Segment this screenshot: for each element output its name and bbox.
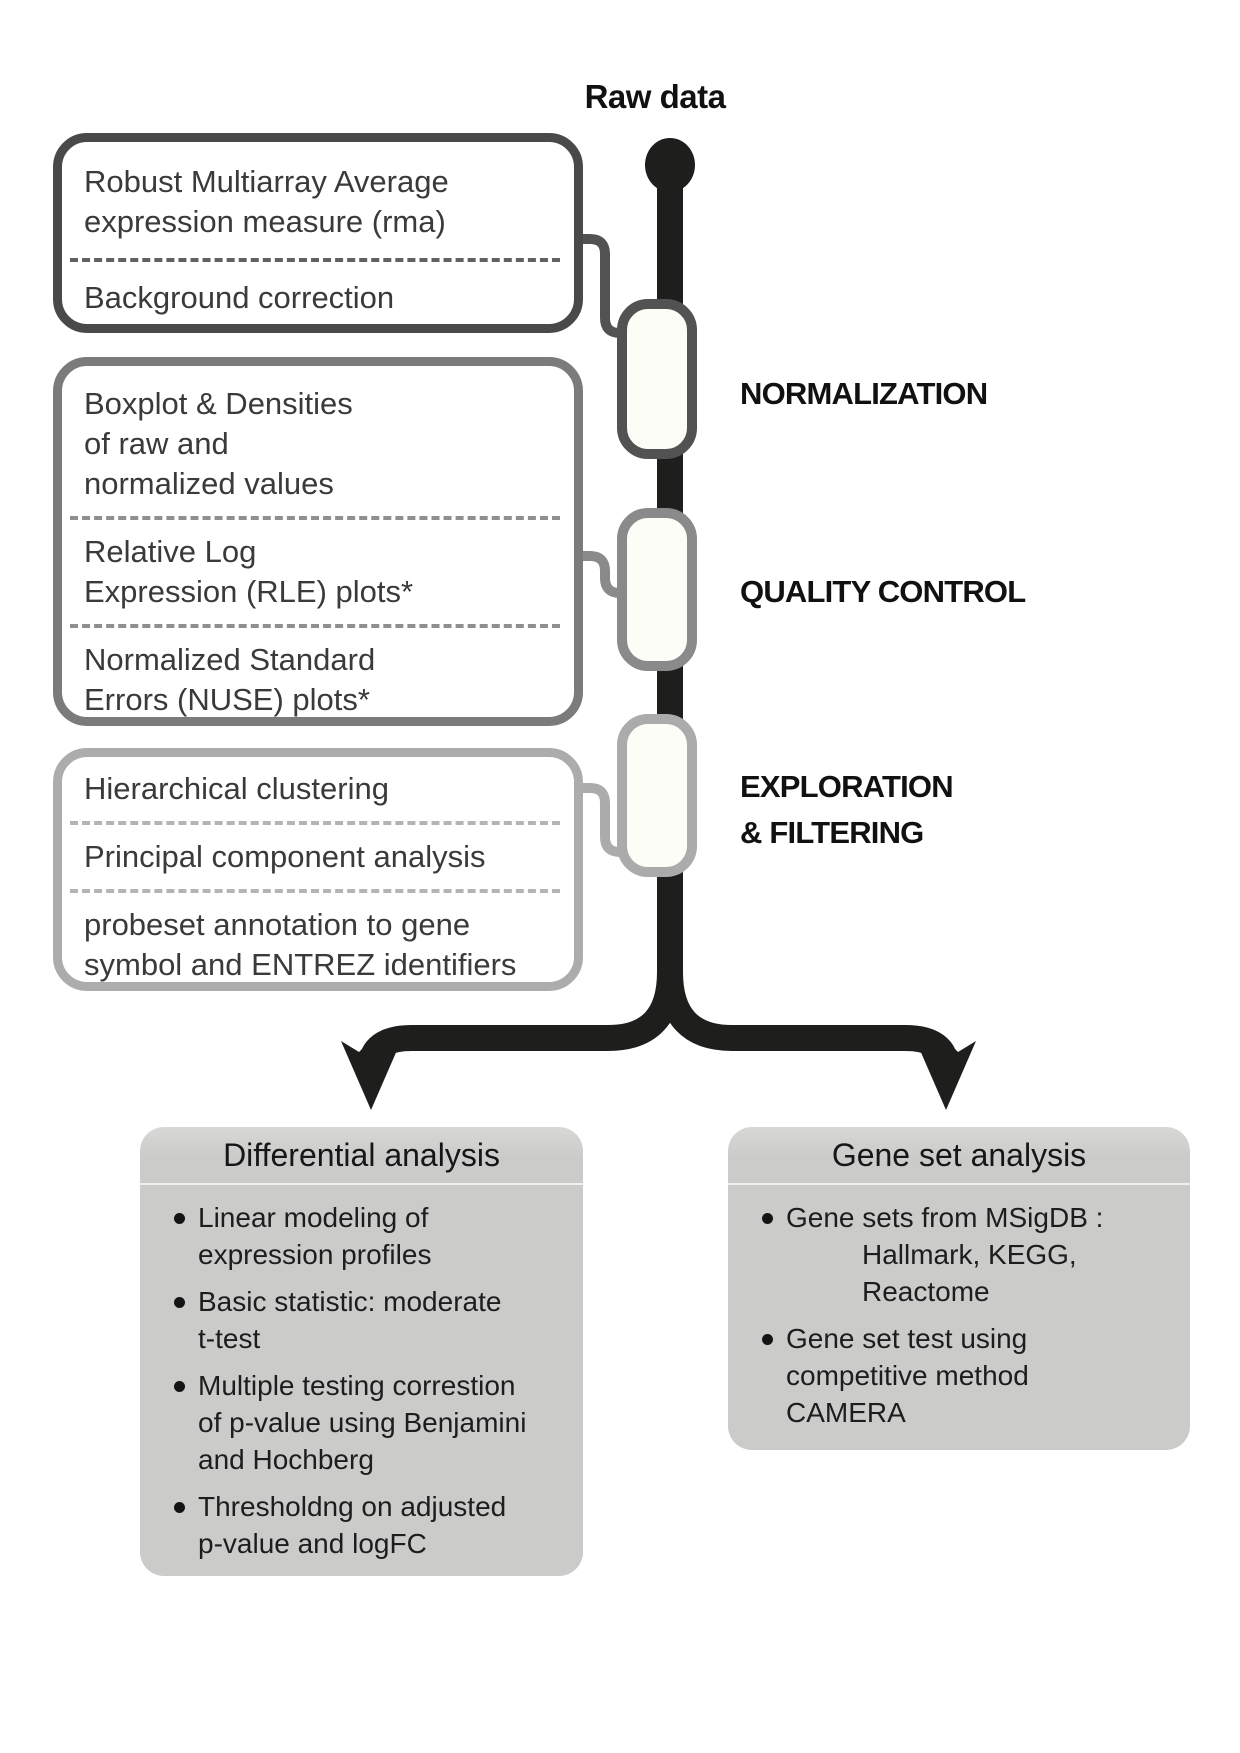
step-background-correction — [62, 278, 574, 318]
bullet-line: and Hochberg — [198, 1444, 374, 1475]
arrowhead-left-icon — [341, 1040, 401, 1110]
gene-set-analysis-panel — [728, 1127, 1190, 1450]
bullet-line: expression profiles — [198, 1239, 432, 1270]
normalization-pill — [622, 304, 692, 454]
bullet-line: Reactome — [862, 1276, 990, 1307]
raw-data-dot — [645, 138, 695, 192]
bullet-line: Basic statistic: moderate — [198, 1286, 502, 1317]
dashed-divider — [70, 516, 560, 520]
bullet-line: of p-value using Benjamini — [198, 1407, 527, 1438]
bullet-line: Linear modeling of — [198, 1202, 429, 1233]
bullet-dot-icon — [762, 1213, 773, 1224]
bullet-line: competitive method — [786, 1360, 1029, 1391]
step-line: Errors (NUSE) plots* — [84, 682, 370, 717]
bullet-dot-icon — [174, 1502, 185, 1513]
box-normalization-steps — [53, 133, 583, 333]
bullet-dot-icon — [174, 1381, 185, 1392]
stage-label-exploration-line2: & FILTERING — [740, 815, 924, 850]
bullet-dot-icon — [762, 1334, 773, 1345]
step-line: of raw and — [84, 426, 229, 461]
panel-title: Gene set analysis — [831, 1136, 1087, 1173]
panel-body — [728, 1185, 1190, 1431]
panel-title: Differential analysis — [223, 1136, 500, 1173]
stage-label-normalization: NORMALIZATION — [740, 376, 988, 411]
step-line: symbol and ENTREZ identifiers — [84, 947, 517, 982]
dashed-divider — [70, 821, 560, 825]
bullet-dot-icon — [174, 1297, 185, 1308]
list-item — [174, 1488, 567, 1562]
stage-label-quality-control: QUALITY CONTROL — [740, 574, 1026, 609]
bullet-line: t-test — [198, 1323, 261, 1354]
step-rma — [62, 162, 574, 242]
box-quality-control-steps — [53, 357, 583, 726]
bullet-line: CAMERA — [786, 1397, 906, 1428]
step-boxplot-densities — [62, 384, 574, 504]
step-line: Robust Multiarray Average — [84, 164, 449, 199]
step-line: normalized values — [84, 466, 334, 501]
bullet-line: Hallmark, KEGG, — [862, 1239, 1077, 1270]
stage-label-exploration-line1: EXPLORATION — [740, 769, 953, 804]
bullet-line: p-value and logFC — [198, 1528, 427, 1559]
step-rle-plots — [62, 532, 574, 612]
quality-control-pill — [622, 513, 692, 666]
branch-right — [670, 972, 946, 1068]
step-nuse-plots — [62, 640, 574, 720]
list-item — [174, 1283, 567, 1357]
list-item — [174, 1199, 567, 1273]
step-line: probeset annotation to gene — [84, 907, 471, 942]
box-exploration-steps — [53, 748, 583, 991]
step-line: Background correction — [84, 280, 395, 315]
dashed-divider — [70, 624, 560, 628]
step-pca — [62, 837, 574, 877]
step-hierarchical-clustering — [62, 769, 574, 809]
step-line: Normalized Standard — [84, 642, 376, 677]
bullet-line: Gene set test using — [786, 1323, 1028, 1354]
panel-body — [140, 1185, 583, 1562]
arrowhead-right-icon — [916, 1040, 976, 1110]
differential-analysis-panel — [140, 1127, 583, 1576]
bullet-line: Gene sets from MSigDB : — [786, 1202, 1104, 1233]
bullet-dot-icon — [174, 1213, 185, 1224]
step-line: Relative Log — [84, 534, 257, 569]
list-item — [762, 1199, 1174, 1310]
stage-label-exploration — [740, 764, 953, 856]
dashed-divider — [70, 258, 560, 262]
step-line: Boxplot & Densities — [84, 386, 353, 421]
step-line: expression measure (rma) — [84, 204, 446, 239]
step-line: Hierarchical clustering — [84, 771, 389, 806]
dashed-divider — [70, 889, 560, 893]
bullet-line: Thresholdng on adjusted — [198, 1491, 507, 1522]
step-line: Expression (RLE) plots* — [84, 574, 414, 609]
list-item — [174, 1367, 567, 1478]
step-probeset-annotation — [62, 905, 574, 985]
step-line: Principal component analysis — [84, 839, 486, 874]
exploration-pill — [622, 719, 692, 872]
list-item — [762, 1320, 1174, 1431]
raw-data-label: Raw data — [584, 78, 726, 115]
bullet-line: Multiple testing correstion — [198, 1370, 516, 1401]
